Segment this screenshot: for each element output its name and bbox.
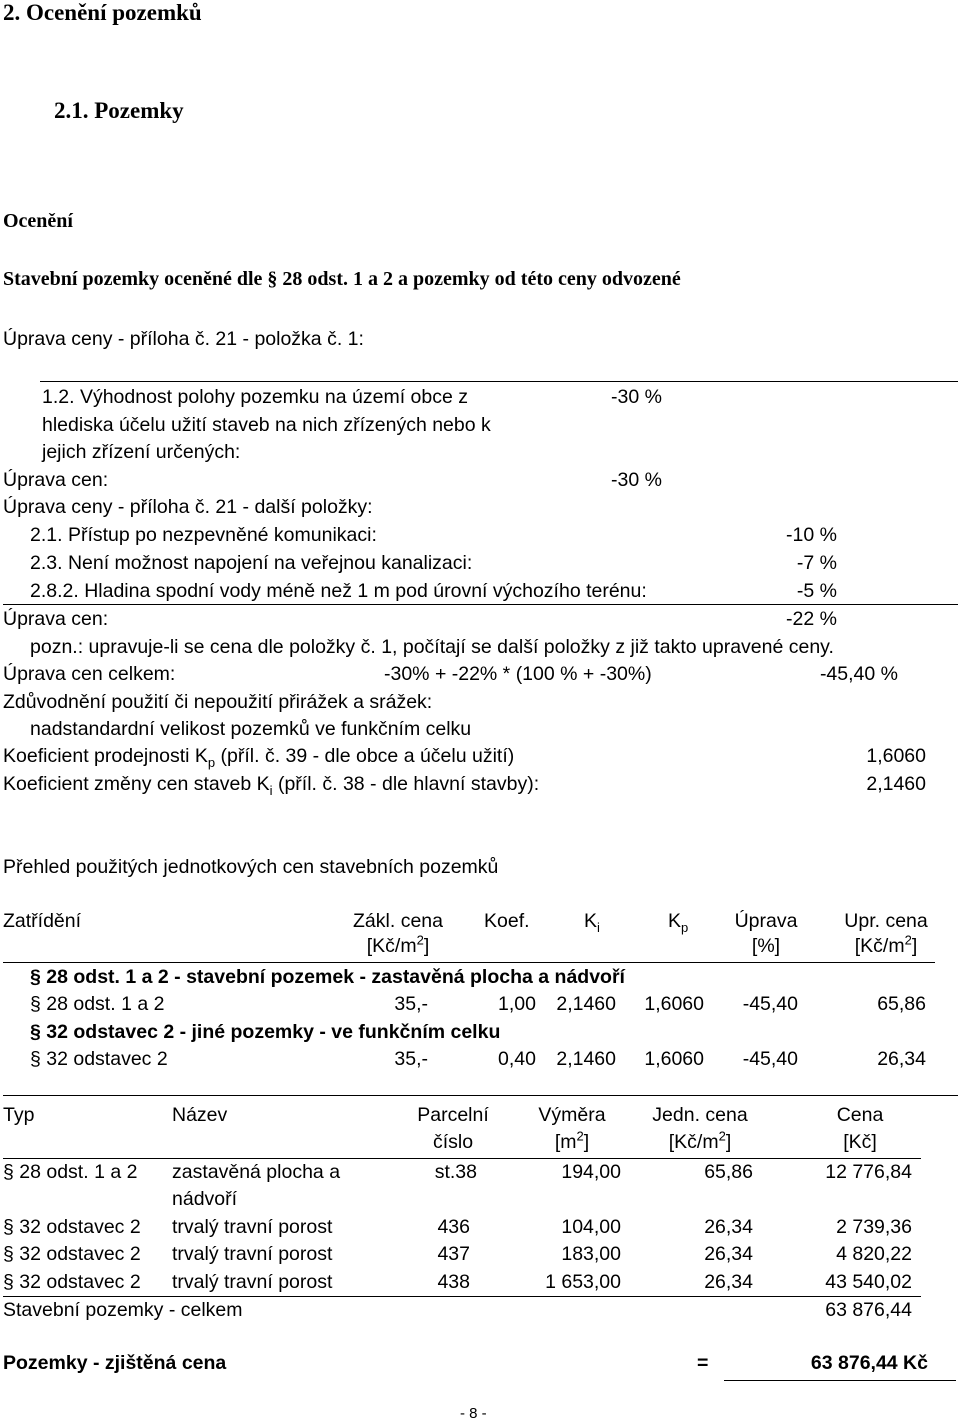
- col-header-cena-unit: [Kč]: [843, 1131, 877, 1153]
- parcel-nazev-cont: nádvoří: [172, 1188, 238, 1210]
- adj2-item-value: -5 %: [796, 580, 837, 602]
- parcel-vymera: 194,00: [561, 1161, 621, 1183]
- col-header-parcela: Parcelní: [417, 1104, 489, 1126]
- table-cell-ki: 2,1460: [556, 993, 616, 1015]
- adj2-item-value: -7 %: [796, 552, 837, 574]
- col-header-upr-cena-unit: $[Kč/m^2]$: [854, 932, 918, 957]
- table-cell-uprava: -45,40: [742, 993, 798, 1015]
- parcel-jedn-cena: 65,86: [704, 1161, 753, 1183]
- parcel-typ: § 32 odstavec 2: [3, 1216, 141, 1238]
- col-header-koef: Koef.: [484, 910, 530, 932]
- divider: [3, 604, 958, 605]
- table-cell-uprava: -45,40: [742, 1048, 798, 1070]
- table-cell-zakl: 35,-: [394, 1048, 428, 1070]
- table-cell-zakl: 35,-: [394, 993, 428, 1015]
- final-label: Pozemky - zjištěná cena: [3, 1352, 227, 1374]
- adj2-item-label: 2.3. Není možnost napojení na veřejnou kanalizaci:: [30, 552, 473, 574]
- col-header-typ: Typ: [3, 1104, 35, 1126]
- parcel-cena: 4 820,22: [836, 1243, 912, 1265]
- divider: [3, 1296, 921, 1297]
- valuation-subtitle: Stavební pozemky oceněné dle § 28 odst. 1 a 2 a pozemky od této ceny odvozené: [3, 268, 681, 290]
- parcel-typ: § 32 odstavec 2: [3, 1243, 141, 1265]
- parcel-cena: 43 540,02: [825, 1271, 912, 1293]
- parcel-jedn-cena: 26,34: [704, 1243, 753, 1265]
- justification-text: nadstandardní velikost pozemků ve funkčním celku: [30, 718, 472, 740]
- parcel-jedn-cena: 26,34: [704, 1271, 753, 1293]
- adj2-note: pozn.: upravuje-li se cena dle položky č. 1, počítají se další položky z již takto upravené ceny.: [30, 636, 834, 658]
- parcel-vymera: 104,00: [561, 1216, 621, 1238]
- adj2-item-value: -10 %: [786, 524, 837, 546]
- subsection-heading: 2.1. Pozemky: [54, 98, 184, 123]
- section-heading: 2. Ocenění pozemků: [3, 0, 202, 25]
- divider: [3, 1158, 921, 1159]
- col-header-ki: $K_i$: [584, 910, 600, 935]
- adj1-sum-label: Úprava cen:: [3, 469, 109, 491]
- adj2-sum-label: Úprava cen:: [3, 608, 109, 630]
- ki-label: Koeficient změny cen staveb $K_i$ (příl. č. 38 - dle hlavní stavby):: [3, 773, 540, 798]
- table-cell-kp: 1,6060: [644, 993, 704, 1015]
- parcels-total-value: 63 876,44: [825, 1299, 912, 1321]
- parcel-vymera: 1 653,00: [545, 1271, 621, 1293]
- col-header-vymera-unit: $[m^2]$: [554, 1128, 590, 1153]
- valuation-title: Ocenění: [3, 210, 73, 232]
- table-row-name: § 28 odst. 1 a 2: [30, 993, 165, 1015]
- adj2-item-label: 2.8.2. Hladina spodní vody méně než 1 m pod úrovní výchozího terénu:: [30, 580, 647, 602]
- table-cell-ki: 2,1460: [556, 1048, 616, 1070]
- justification-label: Zdůvodnění použití či nepoužití přirážek a srážek:: [3, 691, 433, 713]
- parcel-cislo: 438: [437, 1271, 470, 1293]
- col-header-parcela-2: číslo: [432, 1131, 474, 1153]
- adj1-line1: 1.2. Výhodnost polohy pozemku na území obce z: [42, 386, 469, 408]
- parcel-typ: § 28 odst. 1 a 2: [3, 1161, 138, 1183]
- table-cell-kp: 1,6060: [644, 1048, 704, 1070]
- col-header-cena: Cena: [836, 1104, 884, 1126]
- final-equals: =: [697, 1352, 709, 1374]
- table-cell-koef: 1,00: [498, 993, 536, 1015]
- adj1-sum-value: -30 %: [611, 469, 662, 491]
- divider: [3, 1095, 958, 1096]
- parcels-total-label: Stavební pozemky - celkem: [3, 1299, 243, 1321]
- col-header-kp: $K_p$: [668, 910, 689, 935]
- group-title: § 32 odstavec 2 - jiné pozemky - ve funkčním celku: [30, 1021, 501, 1043]
- parcel-cislo: 436: [437, 1216, 470, 1238]
- parcel-jedn-cena: 26,34: [704, 1216, 753, 1238]
- kp-label: Koeficient prodejnosti $K_p$ (příl. č. 39 - dle obce a účelu užití): [3, 745, 515, 770]
- parcel-cislo: 437: [437, 1243, 470, 1265]
- col-header-zatrideni: Zatřídění: [3, 910, 82, 932]
- col-header-uprava-unit: [%]: [751, 935, 781, 957]
- table-row-name: § 32 odstavec 2: [30, 1048, 168, 1070]
- adj2-title: Úprava ceny - příloha č. 21 - další položky:: [3, 496, 373, 518]
- overview-title: Přehled použitých jednotkových cen stavebních pozemků: [3, 856, 499, 878]
- ki-value: 2,1460: [866, 773, 926, 795]
- final-underline: [724, 1380, 956, 1381]
- col-header-nazev: Název: [172, 1104, 228, 1126]
- table-cell-upr-cena: 26,34: [877, 1048, 926, 1070]
- total-adjustment-formula: -30% + -22% * (100 % + -30%): [384, 663, 652, 685]
- parcel-typ: § 32 odstavec 2: [3, 1271, 141, 1293]
- parcel-cislo: st.38: [434, 1161, 477, 1183]
- parcel-nazev: trvalý travní porost: [172, 1271, 333, 1293]
- table-cell-upr-cena: 65,86: [877, 993, 926, 1015]
- parcel-vymera: 183,00: [561, 1243, 621, 1265]
- col-header-vymera: Výměra: [538, 1104, 606, 1126]
- divider: [3, 962, 935, 963]
- parcel-nazev: zastavěná plocha a: [172, 1161, 341, 1183]
- total-adjustment-value: -45,40 %: [819, 663, 898, 685]
- kp-value: 1,6060: [866, 745, 926, 767]
- col-header-uprava: Úprava: [734, 910, 798, 932]
- adj1-line3: jejich zřízení určených:: [42, 441, 241, 463]
- adjustment-label: Úprava ceny - příloha č. 21 - položka č. 1:: [3, 328, 364, 350]
- adj1-value: -30 %: [611, 386, 662, 408]
- adj2-sum-value: -22 %: [786, 608, 837, 630]
- total-adjustment-label: Úprava cen celkem:: [3, 663, 176, 685]
- adj2-item-label: 2.1. Přístup po nezpevněné komunikaci:: [30, 524, 377, 546]
- table-cell-koef: 0,40: [498, 1048, 536, 1070]
- group-title: § 28 odst. 1 a 2 - stavební pozemek - zastavěná plocha a nádvoří: [30, 966, 625, 988]
- col-header-jedn-unit: $[Kč/m^2]$: [668, 1128, 732, 1153]
- page-number: - 8 -: [460, 1405, 487, 1422]
- parcel-cena: 2 739,36: [836, 1216, 912, 1238]
- col-header-zakl: Zákl. cena: [353, 910, 443, 932]
- divider: [40, 381, 958, 382]
- col-header-upr-cena: Upr. cena: [844, 910, 928, 932]
- parcel-nazev: trvalý travní porost: [172, 1216, 333, 1238]
- col-header-jedn: Jedn. cena: [652, 1104, 748, 1126]
- final-value: 63 876,44 Kč: [810, 1352, 928, 1374]
- parcel-cena: 12 776,84: [825, 1161, 912, 1183]
- parcel-nazev: trvalý travní porost: [172, 1243, 333, 1265]
- adj1-line2: hlediska účelu užití staveb na nich zřízených nebo k: [42, 414, 491, 436]
- col-header-zakl-unit: $[Kč/m^2]$: [366, 932, 430, 957]
